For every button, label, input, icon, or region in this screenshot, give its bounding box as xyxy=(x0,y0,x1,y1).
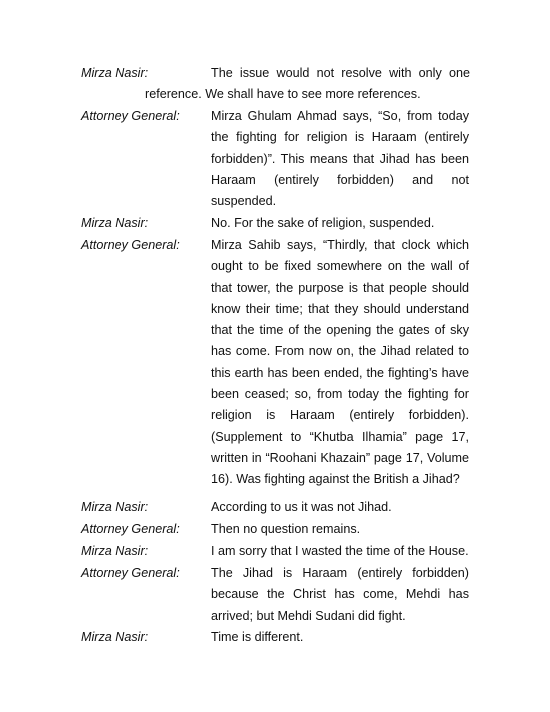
speech-text: Then no question remains. xyxy=(211,522,361,536)
speech-text: Mirza Ghulam Ahmad says, “So, from today the fighting for religion is Haraam (entirely forbidden)”. This means that Jihad has been Haraam (entirely forbidden) and not suspended. xyxy=(211,109,469,209)
speaker-name: Mirza Nasir: xyxy=(81,216,149,230)
speaker-name: Mirza Nasir: xyxy=(81,630,149,644)
speech-text: Mirza Sahib says, “Thirdly, that clock which ought to be fixed somewhere on the wall of that tower, the purpose is that people should know their time; that they should understand that the time of the opening the gates of sky has come. From now on, the Jihad related to this earth has been ended, the fighting’s have been ceased; so, from today the fighting for religion is Haraam (entirely forbidden). (Supplement to “Khutba Ilhamia” page 17, written in “Roohani Khazain” page 17, Volume 16). Was fighting against the British a Jihad? xyxy=(211,238,469,487)
speaker-name: Attorney General: xyxy=(81,566,180,580)
speech-text: No. For the sake of religion, suspended. xyxy=(211,216,435,230)
speaker-name: Mirza Nasir: xyxy=(81,544,149,558)
speaker-name: Mirza Nasir: xyxy=(81,500,149,514)
speaker-name: Mirza Nasir: xyxy=(81,66,149,80)
speaker-name: Attorney General: xyxy=(81,109,180,123)
speaker-name: Attorney General: xyxy=(81,522,180,536)
speech-text: The issue would not resolve with only one reference. We shall have to see more references. xyxy=(145,66,470,102)
speech-text: The Jihad is Haraam (entirely forbidden) because the Christ has come, Mehdi has arrived; but Mehdi Sudani did fight. xyxy=(211,566,469,623)
speaker-name: Attorney General: xyxy=(81,238,180,252)
speech-text: Time is different. xyxy=(211,630,304,644)
speech-text: According to us it was not Jihad. xyxy=(211,500,392,514)
speech-text: I am sorry that I wasted the time of the House. xyxy=(211,544,469,558)
